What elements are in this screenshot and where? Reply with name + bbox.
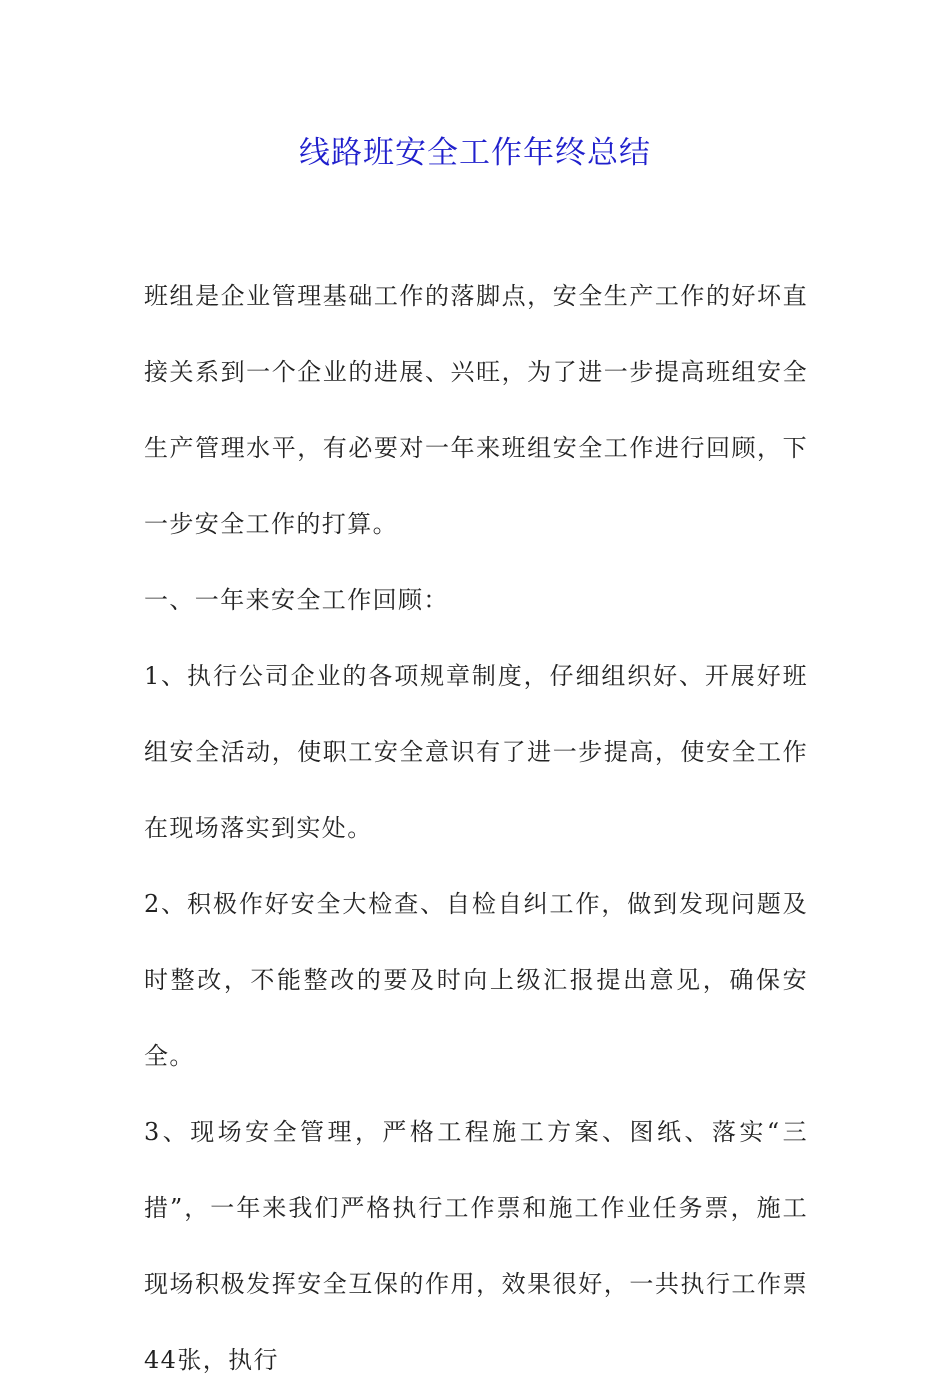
document-body xyxy=(144,258,808,1398)
document-title: 线路班安全工作年终总结 xyxy=(299,135,651,171)
paragraph-intro: 班组是企业管理基础工作的落脚点，安全生产工作的好坏直接关系到一个企业的进展、兴旺，为了进一步提高班组安全生产管理水平，有必要对一年来班组安全工作进行回顾，下一步安全工作的打算。 xyxy=(144,282,808,538)
paragraph-item-1: 1、执行公司企业的各项规章制度，仔细组织好、开展好班组安全活动，使职工安全意识有了进一步提高，使安全工作在现场落实到实处。 xyxy=(144,662,808,842)
paragraph-section-heading: 一、一年来安全工作回顾： xyxy=(144,586,449,614)
paragraph-item-2: 2、积极作好安全大检查、自检自纠工作，做到发现问题及时整改，不能整改的要及时向上级汇报提出意见，确保安全。 xyxy=(144,890,808,1070)
paragraph-item-3: 3、现场安全管理，严格工程施工方案、图纸、落实“三措”，一年来我们严格执行工作票和施工作业任务票，施工现场积极发挥安全互保的作用，效果很好，一共执行工作票44张，执行 xyxy=(144,1118,808,1374)
